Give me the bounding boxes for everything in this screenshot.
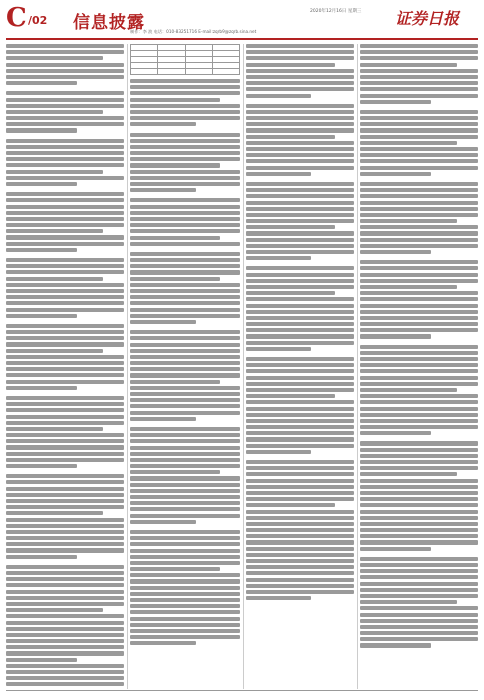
header-rule xyxy=(6,38,478,40)
data-table-1 xyxy=(130,44,240,75)
page-header xyxy=(0,0,484,40)
text-column-1 xyxy=(6,44,124,689)
column-divider xyxy=(357,44,358,689)
text-column-3 xyxy=(246,44,354,689)
text-column-2 xyxy=(130,44,240,689)
section-title: 信息披露 xyxy=(73,13,145,33)
footer-rule xyxy=(6,690,478,691)
newspaper-logo: 证券日报 xyxy=(395,9,460,28)
text-column-4 xyxy=(360,44,478,689)
page-number: /02 xyxy=(28,14,48,27)
page-letter: C xyxy=(6,3,27,33)
column-divider xyxy=(243,44,244,689)
issue-date: 2020年12月16日 星期三 xyxy=(310,9,362,14)
column-divider xyxy=(127,44,128,689)
editor-contact: 制作：李 波 电话：010-83251716 E-mail:zqrb9@zqrb.sina.net xyxy=(130,29,257,34)
